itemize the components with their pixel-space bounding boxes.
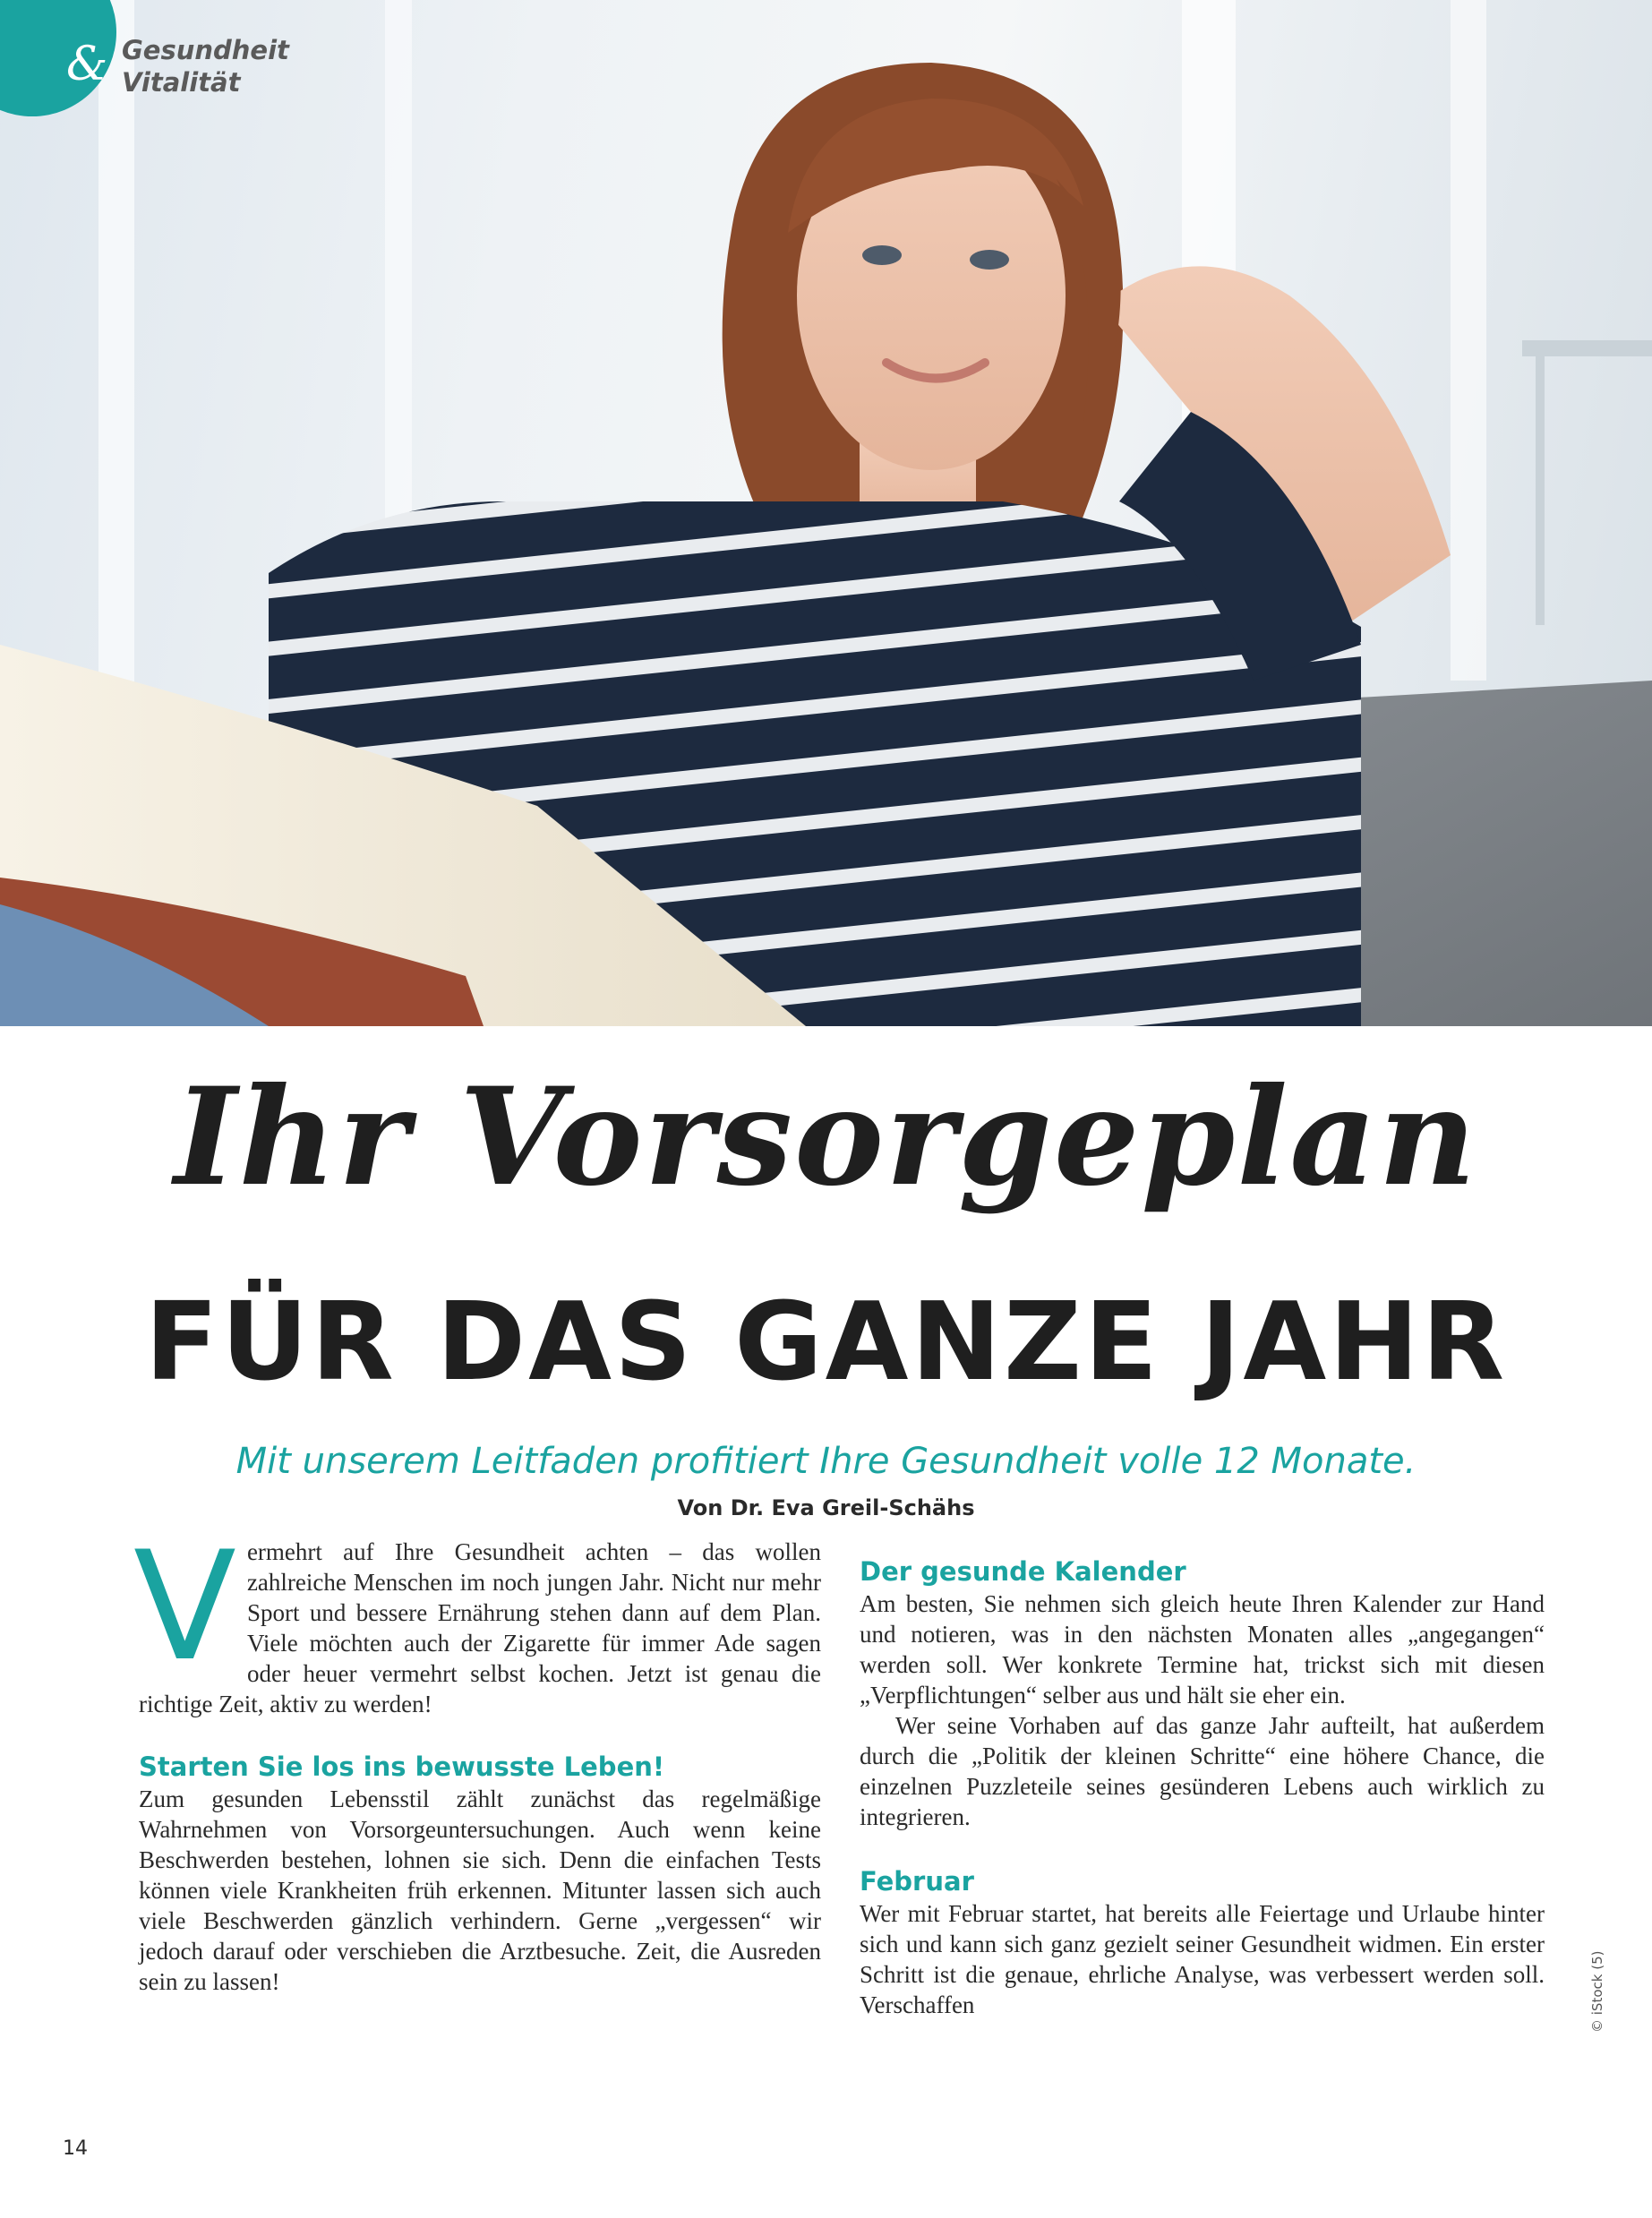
subtitle: Mit unserem Leitfaden profitiert Ihre Gesundheit volle 12 Monate. [235,1441,1417,1482]
byline: Von Dr. Eva Greil-Schähs [677,1495,975,1520]
intro-text: ermehrt auf Ihre Gesundheit achten – das wollen zahlreiche Menschen im noch jungen Jahr. Nicht nur mehr Sport und bessere Ernährung stehen dann auf dem Plan. Viele möchten auch der Zigarette für immer Ade sagen oder heuer vermehrt selbst kochen. Jetzt ist genau die richtige Zeit, aktiv zu werden! [139,1538,821,1717]
february-paragraph: Wer mit Februar startet, hat bereits alle Feiertage und Urlaube hinter sich und kann sich ganz gezielt seiner Gesundheit widmen. Ein erster Schritt ist die genaue, ehrliche Analyse, was verbessert werden soll. Verschaffen [860,1900,1545,2018]
section-heading-february: Februar [860,1866,974,1897]
page-number: 14 [63,2137,88,2160]
right-column [860,1537,1545,2020]
headline-main: FÜR DAS GANZE JAHR [144,1280,1508,1405]
section-label-line2: Vitalität [122,67,241,98]
photo-credit: © iStock (5) [1589,1950,1605,2033]
calendar-paragraph-1: Am besten, Sie nehmen sich gleich heute Ihren Kalender zur Hand und notieren, was in den nächsten Monaten alles „angegangen“ werden soll. Wer konkrete Termine hat, trickst sich mit diesen „Verpflichtungen“ selber aus und hält sie eher ein. [860,1590,1545,1708]
hero-photo [0,0,1652,1026]
intro-paragraph [133,1519,821,1719]
calendar-paragraph-2: Wer seine Vorhaben auf das ganze Jahr aufteilt, hat außerdem durch die „Politik der kleinen Schritte“ eine höhere Chance, die einzelnen Puzzleteile seines gesünderen Lebens auch wirklich zu integrieren. [860,1712,1545,1830]
hero-illustration [0,0,1652,1026]
dropcap: V [133,1519,236,1694]
section-heading-calendar: Der gesunde Kalender [860,1556,1186,1587]
section-text-start: Zum gesunden Lebensstil zählt zunächst das regelmäßige Wahrnehmen von Vorsorgeuntersuchungen. Auch wenn keine Beschwerden bestehen, lohnen sie sich. Denn die einfachen Tests können viele Krankheiten früh erkennen. Mitunter lassen sich auch viele Beschwerden gänzlich verhindern. Gerne „vergessen“ wir jedoch darauf oder verschieben die Arztbesuche. Zeit, die Ausreden sein zu lassen! [139,1786,821,1995]
section-label-line1: Gesundheit [122,35,289,65]
left-column [133,1519,821,1997]
headline-script: Ihr Vorsorgeplan [174,1058,1478,1216]
ampersand-icon: & [66,38,108,91]
section-heading-start: Starten Sie los ins bewusste Leben! [139,1751,665,1782]
